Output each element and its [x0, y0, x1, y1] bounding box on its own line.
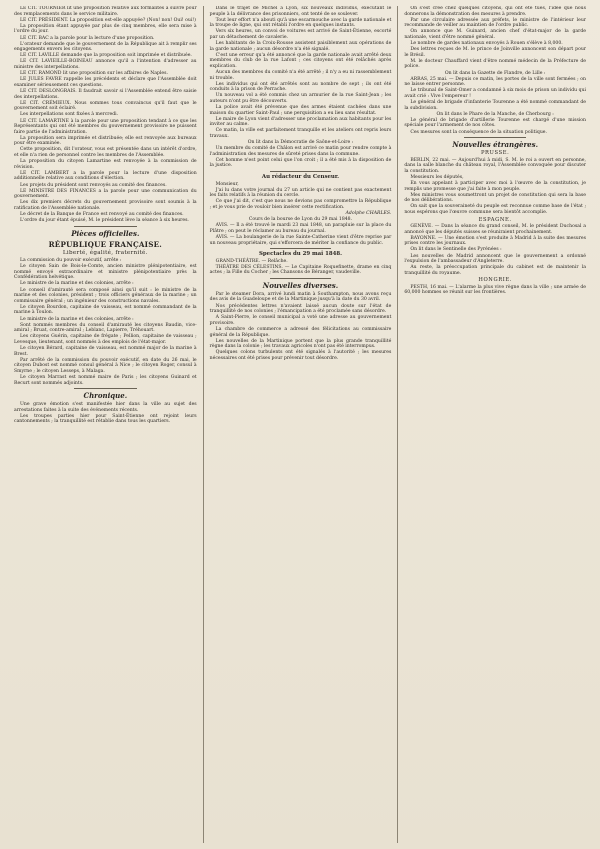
paragraph: Ce que j'ai dit, c'est que nous ne devions pas compromettre la République ; et je vous prie de vouloir bien insérer cette rectification. — [209, 199, 392, 210]
theatre-line: THÉÂTRE DES CÉLESTINS. — Le Capitaine Roquefinette, drame en cinq actes ; la Fille du Cocher ; les Chansons de Béranger, vaudeville. — [209, 264, 392, 276]
paragraph: BERLIN, 22 mai. — Aujourd'hui à midi, S. M. le roi a ouvert en personne, dans la salle blanche du château royal, l'Assemblée convoquée pour discuter la constitution. — [404, 157, 586, 174]
paragraph: Par le steamer Dora, arrivé lundi matin à Southampton, nous avons reçu des avis de la Guadeloupe et de la Martinique jusqu'à la date du 30 avril. — [209, 291, 392, 303]
paragraph: LE MINISTRE DES FINANCES a la parole pour une communication du gouvernement. — [14, 188, 197, 200]
paragraph: LE JULES FAVRE rappelle les précédents et déclare que l'Assemblée doit examiner sérieusement ces questions. — [14, 77, 197, 88]
paragraph: Les projets du président sont renvoyés au comité des finances. — [20, 182, 167, 188]
paragraph: Le citoyen Marrast est nommé maire de Paris ; les citoyens Guinard et Recurt sont nommés adjoints. — [14, 374, 197, 386]
paragraph: L'ordre du jour étant épuisé, M. le président lève la séance à six heures. — [20, 218, 189, 224]
paragraph: Les individus qui ont été arrêtés sont au nombre de sept ; ils ont été conduits à la prison de Perrache. — [209, 81, 392, 93]
official-pieces — [14, 258, 197, 386]
paragraph: AVIS. — Il a été trouvé le mardi 23 mai 1848, un parapluie sur la place du Plâtre ; on peut le réclamer au bureau du journal. — [209, 223, 392, 234]
section-title-redacteur: Au rédacteur du Censeur. — [261, 174, 340, 181]
section-divider — [74, 226, 137, 227]
paragraph: La proposition sera imprimée et distribuée; elle est renvoyée aux bureaux pour être examinée. — [14, 135, 197, 147]
paragraph: La chambre de commerce a adressé des félicitations au commissaire général de la République. — [209, 327, 392, 338]
paragraph: On lit dans le Sentinelle des Pyrénées : — [410, 247, 502, 253]
paragraph: Nos précédentes lettres n'avaient laissé aucun doute sur l'état de tranquillité de nos colonies ; l'émancipation a été proclamée sans désordre. — [209, 303, 392, 315]
country-heading-hongrie: HONGRIE. — [478, 277, 512, 284]
paragraph: Au reste, la préoccupation principale du cabinet est de maintenir la tranquillité du royaume. — [404, 265, 586, 276]
paragraph: LE CIT. TOURNIER lit une proposition relative aux formalités à suivre pour des remplacements dans le service militaire. — [14, 6, 197, 17]
republic-heading: RÉPUBLIQUE FRANÇAISE. — [48, 239, 163, 249]
paragraph: Le général de brigade d'artillerie Tourenne est chargé d'une mission spéciale pour l'armement de nos côtes. — [404, 117, 586, 129]
paragraph: Par arrêté de la commission du pouvoir exécutif, en date du 26 mai, le citoyen Dubost est nommé consul général à Nice ; le citoyen Roger, consul à Smyrne ; le citoyen Lesseps, à Malaga. — [14, 357, 197, 374]
paragraph: La proposition du citoyen Lamartine est renvoyée à la commission de révision. — [14, 159, 197, 170]
paragraph: LE CIT. RAMOND lit une proposition sur les affaires de Naples. — [20, 71, 168, 77]
country-heading-prusse: PRUSSE. — [480, 150, 510, 157]
column-right — [397, 6, 592, 843]
paragraph: Le citoyen Bérard, capitaine de vaisseau, est nommé major de la marine à Brest. — [14, 346, 197, 357]
theatre-line: GRAND-THÉÂTRE. — Relâche. — [215, 258, 288, 264]
section-divider — [74, 388, 137, 389]
paragraph: C'est une erreur qu'a été annoncé que la garde nationale avait arrêté deux membres du club de la rue Lafont ; ces citoyens ont été relâchés après explication. — [209, 52, 392, 69]
republic-motto: Liberté, égalité, fraternité. — [62, 249, 148, 256]
paragraph: LE CIT. LAVILLE demande que la proposition soit imprimée et distribuée. — [20, 53, 192, 59]
paragraph: Les nouvelles de la Martinique portent que la plus grande tranquillité règne dans la colonie ; les travaux agricoles n'ont pas été interrompus. — [209, 338, 392, 350]
letter-signature: Adolphe CHARLES. — [345, 211, 392, 217]
paragraph: Le conseil d'amirauté sera composé ainsi qu'il suit : le ministre de la marine et des colonies, président ; trois officiers généraux de la marine ; un commissaire général ; un ingénieur des constructions navales. — [14, 287, 197, 304]
paragraph: Le tribunal de Saint-Omer a condamné à six mois de prison un individu qui avait crié : Vive l'empereur ! — [404, 88, 586, 99]
paragraph: LE CIT. LAMARTINE à la parole pour une proposition tendant à ce que les Représentants qui ont été membres du gouvernement provisoire ne puissent faire partie de l'administration. — [14, 118, 197, 135]
paragraph: Quelques colons turbulents ont été signalés à l'autorité ; les mesures nécessaires ont été prises pour prévenir tout désordre. — [209, 350, 392, 361]
paragraph: Messieurs les députés, — [410, 174, 464, 180]
paragraph: Le citoyen Bourdon, capitaine de vaisseau, est nommé commandant de la marine à Toulon. — [14, 304, 197, 316]
paragraph: La police avait été prévenue que des armes étaient cachées dans une maison du quartier Saint-Paul ; une perquisition a eu lieu sans résultat. — [209, 105, 392, 116]
paragraph: LE CIT. LAMBERT a la parole pour la lecture d'une disposition additionnelle relative aux conditions d'élection. — [14, 170, 197, 182]
paragraph: La proposition étant appuyée par plus de cinq membres, elle sera mise à l'ordre du jour. — [14, 23, 197, 35]
paragraph: Sont nommés membres du conseil d'amirauté les citoyens Baudin, vice-amiral ; Bruat, contre-amiral ; Leblanc, Lapierre, Tréhouart. — [14, 322, 197, 334]
paragraph: PESTH, 16 mai. — L'alarme la plus vive règne dans la ville ; une armée de 60,000 hommes se réunit sur les frontières. — [404, 284, 586, 296]
section-title-nouvelles: Nouvelles diverses. — [262, 280, 339, 290]
paragraph: ARRAS, 25 mai. — Depuis ce matin, les portes de la ville sont fermées ; on ne laisse entrer personne. — [404, 76, 586, 88]
section-divider — [270, 278, 332, 279]
paragraph: La commission du pouvoir exécutif, arrête : — [20, 258, 122, 264]
paragraph: Le citoyen Sain de Bois-le-Comte, ancien ministre plénipotentiaire, est nommé envoyé extraordinaire et ministre plénipotentiaire près la Confédération helvétique. — [14, 264, 197, 281]
paragraph: LE CIT. LAVIEILLE-BOINEAU annonce qu'il a l'intention d'adresser au ministre des interpellations. — [14, 59, 197, 71]
section-lead-gazette: On lit dans la Gazette de Flandre, de Lille : — [444, 70, 546, 76]
paragraph: En vous appelant à participer avec moi à l'œuvre de la constitution, je remplis une promesse que j'ai faite à mon peuple. — [404, 181, 586, 192]
paragraph: Les citoyens Guérin, capitaine de frégate ; Pellion, capitaine de vaisseau ; Levesque, lieutenant, sont nommés à des emplois de l'état-major. — [14, 334, 197, 345]
paragraph: Cet homme n'est point celui que l'on croit ; il a été mis à la disposition de la justice. — [209, 157, 392, 169]
paragraph: Cette proposition, dit l'orateur, vous est présentée dans un intérêt d'ordre, et elle n'a rien de personnel contre les membres de l'Assemblée. — [14, 147, 197, 158]
section-title-spectacles: Spectacles du 29 mai 1848. — [259, 251, 342, 258]
paragraph: Dans le trajet de Michel à Lyon, six nouveaux individus, exécutant le peuple à la délivrance des prisonniers, ont tenté de se soulever. — [209, 6, 392, 17]
paragraph: LE CIT. PRÉSIDENT. La proposition est-elle appuyée? (Non! non! Oui! oui!) — [20, 17, 196, 23]
section-divider — [270, 248, 332, 249]
paragraph: Le général de brigade d'infanterie Tourenne a été nommé commandant de la subdivision. — [404, 100, 586, 111]
paragraph: LE CIT. DESLONGRAIS. Il faudrait savoir si l'Assemblée entend être saisie des interpellations. — [14, 89, 197, 100]
column-grid — [8, 6, 592, 843]
section-lead-saone: On lit dans la Démocratie de Saône-et-Loire : — [247, 140, 354, 146]
paragraph: Des lettres reçues de M. le prince de Joinville annoncent son départ pour le Brésil. — [404, 47, 586, 58]
paragraph: Monsieur, — [215, 181, 239, 187]
paragraph: On annonce que M. Guinard, ancien chef d'état-major de la garde nationale, vient d'être nommé général. — [404, 29, 586, 40]
section-divider — [270, 171, 332, 172]
paragraph: Aucun des membres du comité n'a été arrêté ; il n'y a eu ni rassemblement ni trouble. — [209, 69, 392, 81]
paragraph: A Saint-Pierre, le conseil municipal a voté une adresse au gouvernement provisoire. — [209, 315, 392, 326]
paragraph: M. le docteur Chauffard vient d'être nommé médecin de la Préfecture de police. — [404, 58, 586, 70]
paragraph: Le décret de la Banque de France est renvoyé au comité des finances. — [20, 212, 184, 218]
paragraph: GENÈVE. — Dans la séance du grand conseil, M. le président Duchosal a annoncé que les députés suisses se réuniraient prochainement. — [404, 224, 586, 235]
section-title-chronique: Chronique. — [83, 391, 128, 401]
paragraph: Vers six heures, un convoi de voitures est arrivé de Saint-Étienne, escorté par un détachement de cavalerie. — [209, 29, 392, 40]
paragraph: Ce matin, la ville est parfaitement tranquille et les ateliers ont repris leurs travaux. — [209, 128, 392, 139]
paragraph: LE CIT. CRÉMIEUX. Nous sommes tous convaincus qu'il faut que le gouvernement soit éclairé. — [14, 100, 197, 112]
paragraph: LE CIT. BAC a la parole pour la lecture d'une proposition. — [20, 35, 155, 41]
paragraph: On sait que la souveraineté du peuple est reconnue comme base de l'état ; nous espérons que l'œuvre commune sera bientôt accomplie. — [404, 204, 586, 215]
paragraph: BAYONNE. — Une émotion s'est produite à Madrid à la suite des mesures prises contre les journaux. — [404, 235, 586, 247]
paragraph: Le ministre de la marine et des colonies, arrête : — [20, 316, 134, 322]
assembly-report — [14, 6, 197, 224]
paragraph: Un membre du comité de Châlon est arrivé ce matin pour rendre compte à l'administration des mesures de sûreté prises dans la commune. — [209, 146, 392, 157]
section-lead-manche: On lit dans le Phare de la Manche, de Cherbourg : — [436, 111, 554, 117]
paragraph: L'orateur demande que le gouvernement de la République ait à remplir ses engagements envers les citoyens. — [14, 41, 197, 53]
paragraph: Les nouvelles de Madrid annoncent que le gouvernement a ordonné l'expulsion de l'ambassadeur d'Angleterre. — [404, 253, 586, 265]
paragraph: J'ai lu dans votre journal du 27 un article qui ne contient pas exactement les faits relatifs à la réunion du cercle. — [209, 187, 392, 199]
paragraph: Par une circulaire adressée aux préfets, le ministre de l'intérieur leur recommande de veiller au maintien de l'ordre public. — [404, 17, 586, 29]
paragraph: Le nombre de gardes nationaux envoyés à Rouen s'élève à 8,000. — [410, 41, 563, 47]
paragraph: Les interpellations sont fixées à mercredi. — [20, 112, 119, 118]
column-middle — [203, 6, 398, 843]
section-title-pieces: Pièces officielles. — [71, 228, 140, 238]
paragraph: AVIS. — La boulangerie de la rue Sainte-Catherine vient d'être reprise par un nouveau propriétaire, qui s'efforcera de mériter la confiance du public. — [209, 235, 392, 246]
paragraph: Les habitants de la Croix-Rousse assistent paisiblement aux opérations de la garde nationale ; aucun désordre n'a été signalé. — [209, 41, 392, 52]
paragraph: Ces mesures sont la conséquence de la situation politique. — [410, 129, 547, 135]
paragraph: Une grave émotion s'est manifestée hier dans la ville au sujet des arrestations faites à la suite des événements récents. — [14, 402, 197, 413]
paragraph: Les troupes parties hier pour Saint-Étienne ont rejoint leurs cantonnements ; la tranquillité est rétablie dans tous les quartiers. — [14, 413, 197, 425]
paragraph: Les dix premiers décrets du gouvernement provisoire sont soumis à la ratification de l'Assemblée nationale. — [14, 200, 197, 211]
paragraph: Tout leur effort n'a abouti qu'à une escarmouche avec la garde nationale et la troupe de ligne, qui ont rétabli l'ordre en quelques instants. — [209, 17, 392, 29]
section-title-etrangeres: Nouvelles étrangères. — [452, 140, 539, 150]
country-heading-espagne: ESPAGNE. — [478, 216, 512, 223]
bourse-line: Cours de la bourse de Lyon du 29 mai 1848. — [248, 217, 353, 223]
section-divider — [464, 137, 526, 138]
paragraph: Mes ministres vous soumettront un projet de constitution qui sera la base de nos délibérations. — [404, 192, 586, 204]
paragraph: Un nouveau vol a été commis chez un armurier de la rue Saint-Jean ; les auteurs n'ont pu être découverts. — [209, 93, 392, 104]
paragraph: Le ministre de la marine et des colonies, arrête : — [20, 281, 134, 287]
paragraph: On s'est créé chez quelques citoyens, qui ont été tués, l'idée que nous donnerons la démonstration des mesures à prendre. — [404, 6, 586, 17]
column-left — [8, 6, 203, 843]
paragraph: Le maire de Lyon vient d'adresser une proclamation aux habitants pour les inviter au calme. — [209, 116, 392, 128]
